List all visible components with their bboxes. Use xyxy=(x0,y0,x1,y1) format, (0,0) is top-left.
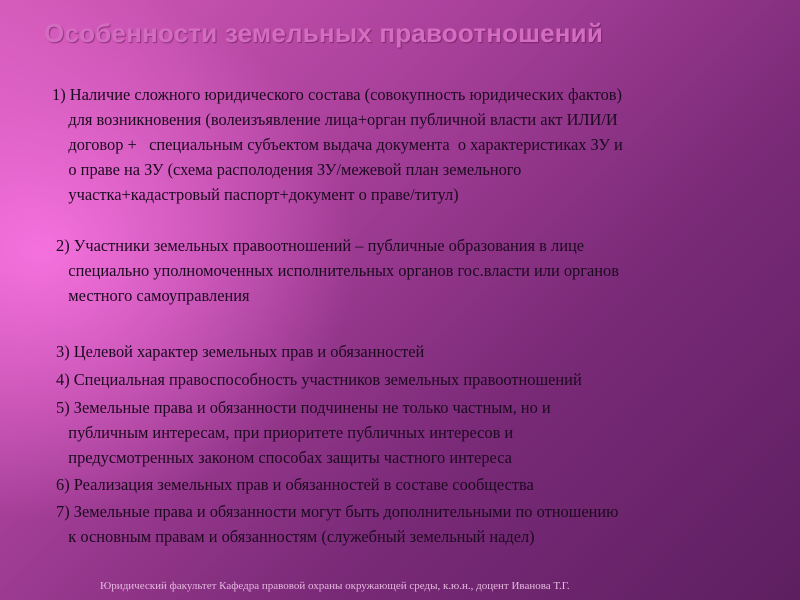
list-item-6: 6) Реализация земельных прав и обязанностей в составе сообщества xyxy=(56,475,534,494)
list-item-3: 3) Целевой характер земельных прав и обязанностей xyxy=(56,342,425,361)
list-item-7: 7) Земельные права и обязанности могут быть дополнительными по отношению к основным правам и обязанностям (служебный земельный надел) xyxy=(56,502,619,546)
list-item-1: 1) Наличие сложного юридического состава (совокупность юридических фактов) для возникновения (волеизъявление лица+орган публичной власти акт ИЛИ/И договор + специальным субъектом выдача документа о характеристиках ЗУ и о праве на ЗУ (схема располодения ЗУ/межевой план земельного участка+кадастровый паспорт+документ о праве/титул) xyxy=(52,85,623,204)
footer-text: Юридический факультет Кафедра правовой охраны окружающей среды, к.ю.н., доцент Иванова Т.Г. xyxy=(100,580,570,592)
slide-title: Особенности земельных правоотношений xyxy=(44,18,604,48)
list-item-5: 5) Земельные права и обязанности подчинены не только частным, но и публичным интересам, при приоритете публичных интересов и предусмотренных законом способах защиты частного интереса xyxy=(56,398,551,467)
list-item-4: 4) Специальная правоспособность участников земельных правоотношений xyxy=(56,370,582,389)
list-item-2: 2) Участники земельных правоотношений – публичные образования в лице специально уполномоченных исполнительных органов гос.власти или органов местного самоуправления xyxy=(56,236,619,305)
